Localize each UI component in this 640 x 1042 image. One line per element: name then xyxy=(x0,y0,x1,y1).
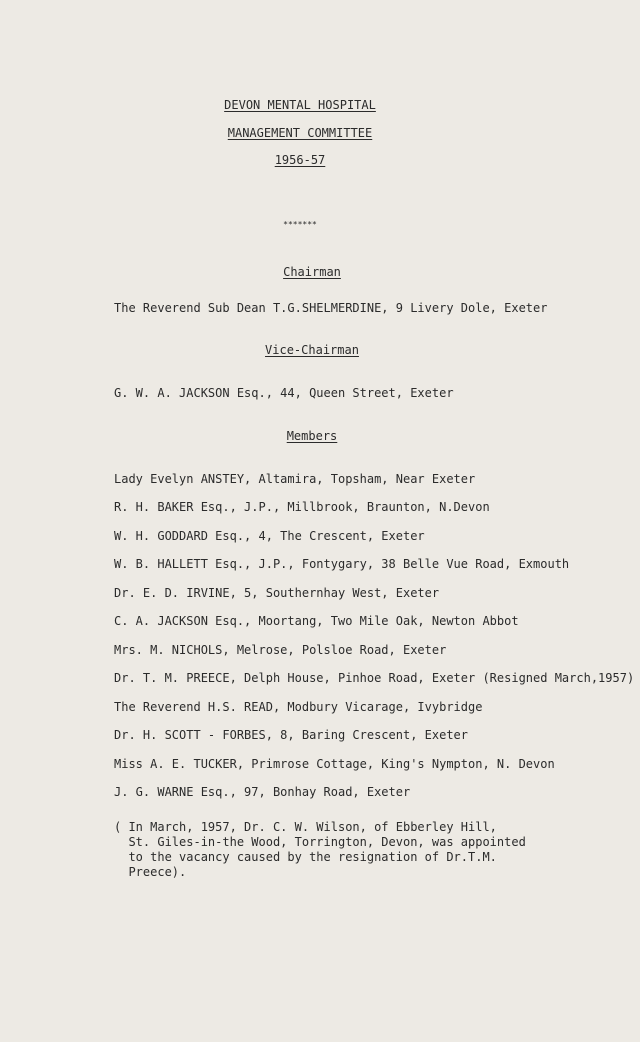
member-entry: C. A. JACKSON Esq., Moortang, Two Mile Oak, Newton Abbot xyxy=(114,614,519,628)
chairman-heading-text: Chairman xyxy=(283,265,341,279)
vice-chairman-entry: G. W. A. JACKSON Esq., 44, Queen Street, Exeter xyxy=(114,386,454,400)
hospital-title xyxy=(0,98,600,112)
member-entry: The Reverend H.S. READ, Modbury Vicarage, Ivybridge xyxy=(114,700,483,714)
member-entry: Dr. T. M. PREECE, Delph House, Pinhoe Road, Exeter (Resigned March,1957) xyxy=(114,671,635,685)
vice-chairman-heading-text: Vice-Chairman xyxy=(265,343,359,357)
committee-title-text: MANAGEMENT COMMITTEE xyxy=(227,126,373,140)
members-heading xyxy=(12,429,612,443)
hospital-title-text: DEVON MENTAL HOSPITAL xyxy=(224,98,376,112)
year-title xyxy=(0,153,600,167)
committee-title xyxy=(0,126,600,140)
member-entry: Mrs. M. NICHOLS, Melrose, Polsloe Road, Exeter xyxy=(114,643,447,657)
member-entry: W. B. HALLETT Esq., J.P., Fontygary, 38 Belle Vue Road, Exmouth xyxy=(114,557,570,571)
vice-chairman-heading xyxy=(12,343,612,357)
footnote: ( In March, 1957, Dr. C. W. Wilson, of Ebberley Hill, St. Giles-in-the Wood, Torrington, Devon, was appointed to the vacancy caused by the resignation of Dr.T.M. Preece). xyxy=(114,820,526,879)
member-entry: Dr. H. SCOTT - FORBES, 8, Baring Crescent, Exeter xyxy=(114,728,469,742)
member-entry: R. H. BAKER Esq., J.P., Millbrook, Braunton, N.Devon xyxy=(114,500,490,514)
member-entry: J. G. WARNE Esq., 97, Bonhay Road, Exeter xyxy=(114,785,411,799)
members-heading-text: Members xyxy=(286,429,338,443)
member-entry: Lady Evelyn ANSTEY, Altamira, Topsham, Near Exeter xyxy=(114,472,476,486)
year-title-text: 1956-57 xyxy=(274,153,326,167)
separator-stars: ******* xyxy=(283,220,317,229)
chairman-entry: The Reverend Sub Dean T.G.SHELMERDINE, 9 Livery Dole, Exeter xyxy=(114,301,548,315)
member-entry: Dr. E. D. IRVINE, 5, Southernhay West, Exeter xyxy=(114,586,440,600)
chairman-heading xyxy=(12,265,612,279)
member-entry: W. H. GODDARD Esq., 4, The Crescent, Exeter xyxy=(114,529,425,543)
member-entry: Miss A. E. TUCKER, Primrose Cottage, King's Nympton, N. Devon xyxy=(114,757,555,771)
